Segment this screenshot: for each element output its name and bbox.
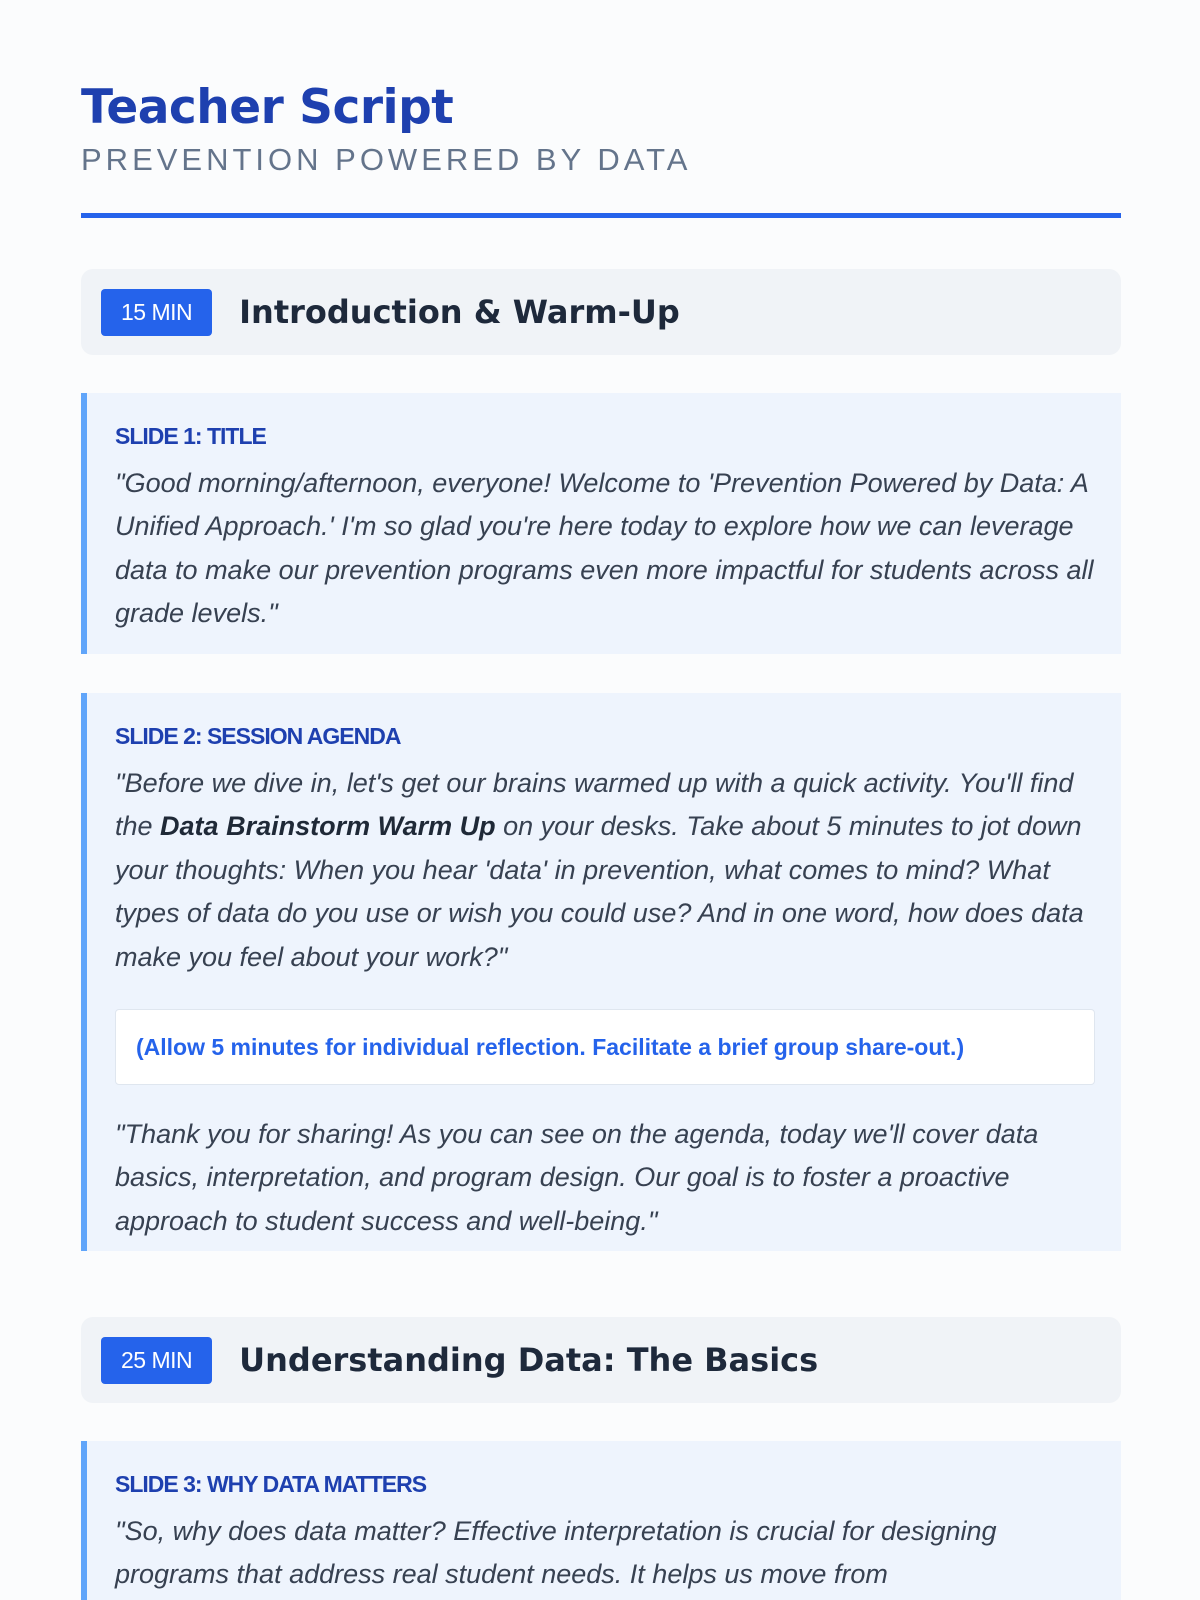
slide-card-2 xyxy=(81,693,1121,1251)
script-text-part: on your desks. Take about 5 minutes to jot down your thoughts: When you hear 'data' in prevention, what comes to mind? What types of data do you use or wish you could use? And in one word, how does data make you feel about your work?" xyxy=(115,811,1084,972)
slide-card-1 xyxy=(81,393,1121,654)
script-text: "Thank you for sharing! As you can see on the agenda, today we'll cover data basics, interpretation, and program design. Our goal is to foster a proactive approach to student success and well-being." xyxy=(115,1119,1039,1236)
section-header-basics xyxy=(81,1317,1121,1403)
duration-badge: 15 MIN xyxy=(101,289,212,336)
script-text: "Good morning/afternoon, everyone! Welcome to 'Prevention Powered by Data: A Unified Approach.' I'm so glad you're here today to explore how we can leverage data to make our prevention programs even more impactful for students across all grade levels." xyxy=(115,468,1094,629)
facilitator-note: (Allow 5 minutes for individual reflection. Facilitate a brief group share-out.) xyxy=(115,1009,1095,1085)
script-text: "So, why does data matter? Effective interpretation is crucial for designing programs that address real student needs. It helps us move from xyxy=(115,1516,997,1590)
page-subtitle: PREVENTION POWERED BY DATA xyxy=(81,142,692,177)
slide-card-3 xyxy=(81,1441,1121,1600)
script-text-part: "Before we dive in, let's get our brains warmed up with a quick activity. You'll find the xyxy=(115,768,1074,842)
header-divider xyxy=(81,213,1121,218)
duration-badge: 25 MIN xyxy=(101,1337,212,1384)
section-title: Understanding Data: The Basics xyxy=(239,1341,819,1379)
document-header xyxy=(81,78,1121,178)
slide-label: SLIDE 1: TITLE xyxy=(115,423,266,449)
script-text xyxy=(115,762,1095,979)
slide-label: SLIDE 2: SESSION AGENDA xyxy=(115,723,401,749)
slide-label: SLIDE 3: WHY DATA MATTERS xyxy=(115,1471,427,1497)
section-header-intro xyxy=(81,269,1121,355)
page-title: Teacher Script xyxy=(81,80,454,135)
activity-name: Data Brainstorm Warm Up xyxy=(160,811,496,842)
section-title: Introduction & Warm-Up xyxy=(239,293,680,331)
